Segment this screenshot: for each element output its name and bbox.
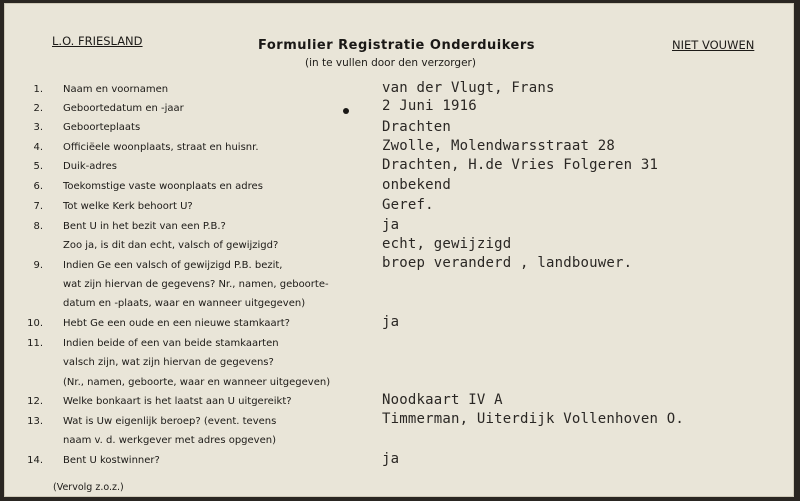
question-label: valsch zijn, wat zijn hiervan de gegevens? bbox=[63, 357, 274, 368]
answer-birthdate: 2 Juni 1916 bbox=[382, 98, 477, 114]
question-number: 1. bbox=[33, 84, 43, 95]
question-number: 10. bbox=[27, 318, 43, 329]
question-label: Bent U in het bezit van een P.B.? bbox=[63, 221, 226, 232]
question-label: (Nr., namen, geboorte, waar en wanneer uitgegeven) bbox=[63, 377, 331, 388]
no-fold-notice: NIET VOUWEN bbox=[672, 38, 755, 52]
answer-birthplace: Drachten bbox=[382, 119, 452, 135]
question-number: 4. bbox=[33, 142, 43, 153]
continued-overleaf-note: (Vervolg z.o.z.) bbox=[53, 482, 124, 493]
question-number: 11. bbox=[27, 338, 43, 349]
question-label: Naam en voornamen bbox=[63, 84, 169, 95]
answer-has-pb: ja bbox=[382, 217, 400, 233]
question-label: Wat is Uw eigenlijk beroep? (event. tevens bbox=[63, 416, 277, 427]
question-label: Welke bonkaart is het laatst aan U uitgereikt? bbox=[63, 396, 292, 407]
answer-hiding-address: Drachten, H.de Vries Folgeren 31 bbox=[382, 157, 659, 173]
question-label: Tot welke Kerk behoort U? bbox=[63, 201, 193, 212]
answer-pb-type: echt, gewijzigd bbox=[382, 236, 512, 252]
question-label: Duik-adres bbox=[63, 161, 117, 172]
answer-future-address: onbekend bbox=[382, 177, 452, 193]
question-label: Toekomstige vaste woonplaats en adres bbox=[63, 181, 263, 192]
question-label: naam v. d. werkgever met adres opgeven) bbox=[63, 435, 276, 446]
answer-bonkaart: Noodkaart IV A bbox=[382, 392, 503, 408]
question-number: 6. bbox=[33, 181, 43, 192]
ink-dot bbox=[343, 108, 349, 114]
question-label: Zoo ja, is dit dan echt, valsch of gewijzigd? bbox=[63, 240, 279, 251]
question-number: 2. bbox=[33, 103, 43, 114]
question-number: 12. bbox=[27, 396, 43, 407]
organization-label: L.O. FRIESLAND bbox=[52, 34, 143, 48]
answer-residence: Zwolle, Molendwarsstraat 28 bbox=[382, 138, 615, 154]
answer-church: Geref. bbox=[382, 197, 434, 213]
answer-pb-details: broep veranderd , landbouwer. bbox=[382, 255, 633, 271]
question-number: 8. bbox=[33, 221, 43, 232]
question-label: datum en -plaats, waar en wanneer uitgegeven) bbox=[63, 298, 306, 309]
question-number: 14. bbox=[27, 455, 43, 466]
question-number: 9. bbox=[33, 260, 43, 271]
answer-name: van der Vlugt, Frans bbox=[382, 80, 555, 96]
registration-form-card bbox=[4, 3, 794, 497]
question-label: Indien Ge een valsch of gewijzigd P.B. bezit, bbox=[63, 260, 283, 271]
question-number: 7. bbox=[33, 201, 43, 212]
question-label: Hebt Ge een oude en een nieuwe stamkaart? bbox=[63, 318, 290, 329]
form-title: Formulier Registratie Onderduikers bbox=[258, 38, 536, 53]
question-label: Indien beide of een van beide stamkaarten bbox=[63, 338, 279, 349]
answer-stamkaart: ja bbox=[382, 314, 400, 330]
question-number: 5. bbox=[33, 161, 43, 172]
question-label: Geboortedatum en -jaar bbox=[63, 103, 184, 114]
form-subtitle: (in te vullen door den verzorger) bbox=[305, 57, 476, 69]
question-label: wat zijn hiervan de gegevens? Nr., namen, geboorte- bbox=[63, 279, 329, 290]
question-number: 13. bbox=[27, 416, 43, 427]
question-label: Bent U kostwinner? bbox=[63, 455, 160, 466]
answer-profession: Timmerman, Uiterdijk Vollenhoven O. bbox=[382, 411, 685, 427]
question-number: 3. bbox=[33, 122, 43, 133]
question-label: Officiëele woonplaats, straat en huisnr. bbox=[63, 142, 259, 153]
answer-breadwinner: ja bbox=[382, 451, 400, 467]
question-label: Geboorteplaats bbox=[63, 122, 141, 133]
